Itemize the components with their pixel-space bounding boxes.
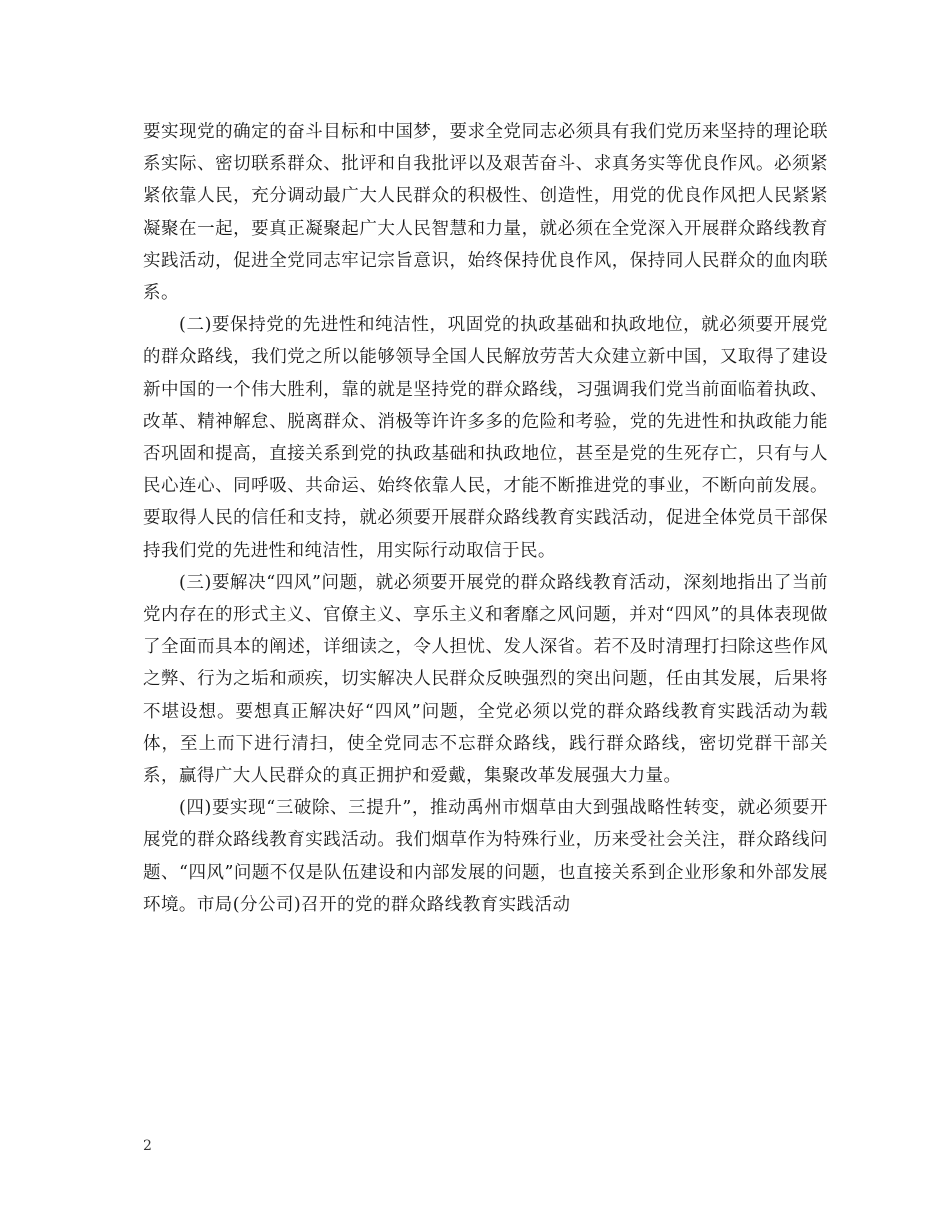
- paragraph-section-four: (四)要实现“三破除、三提升”，推动禹州市烟草由大到强战略性转变，就必须要开展党的群众路线教育实践活动。我们烟草作为特殊行业，历来受社会关注，群众路线问题、“四风”问题不仅是队伍建设和内部发展的问题，也直接关系到企业形象和外部发展环境。市局(分公司)召开的党的群众路线教育实践活动: [143, 798, 828, 915]
- document-body: [143, 116, 828, 921]
- paragraph-continuation: 要实现党的确定的奋斗目标和中国梦，要求全党同志必须具有我们党历来坚持的理论联系实际、密切联系群众、批评和自我批评以及艰苦奋斗、求真务实等优良作风。必须紧紧依靠人民，充分调动最广大人民群众的积极性、创造性，用党的优良作风把人民紧紧凝聚在一起，要真正凝聚起广大人民智慧和力量，就必须在全党深入开展群众路线教育实践活动，促进全党同志牢记宗旨意识，始终保持优良作风，保持同人民群众的血肉联系。: [143, 122, 828, 304]
- paragraph-section-three: (三)要解决“四风”问题，就必须要开展党的群众路线教育活动，深刻地指出了当前党内存在的形式主义、官僚主义、享乐主义和奢靡之风问题，并对“四风”的具体表现做了全面而具本的阐述，详细读之，令人担忧、发人深省。若不及时清理打扫除这些作风之弊、行为之垢和顽疾，切实解决人民群众反映强烈的突出问题，任由其发展，后果将不堪设想。要想真正解决好“四风”问题，全党必须以党的群众路线教育实践活动为载体，至上而下进行清扫，使全党同志不忘群众路线，践行群众路线，密切党群干部关系，赢得广大人民群众的真正拥护和爱戴，集聚改革发展强大力量。: [143, 572, 828, 787]
- paragraph-section-two: (二)要保持党的先进性和纯洁性，巩固党的执政基础和执政地位，就必须要开展党的群众路线，我们党之所以能够领导全国人民解放劳苦大众建立新中国，又取得了建设新中国的一个伟大胜利，靠的就是坚持党的群众路线，习强调我们党当前面临着执政、改革、精神解怠、脱离群众、消极等许许多多的危险和考验，党的先进性和执政能力能否巩固和提高，直接关系到党的执政基础和执政地位，甚至是党的生死存亡，只有与人民心连心、同呼吸、共命运、始终依靠人民，才能不断推进党的事业，不断向前发展。要取得人民的信任和支持，就必须要开展群众路线教育实践活动，促进全体党员干部保持我们党的先进性和纯洁性，用实际行动取信于民。: [143, 315, 828, 561]
- page-number: 2: [143, 1138, 152, 1154]
